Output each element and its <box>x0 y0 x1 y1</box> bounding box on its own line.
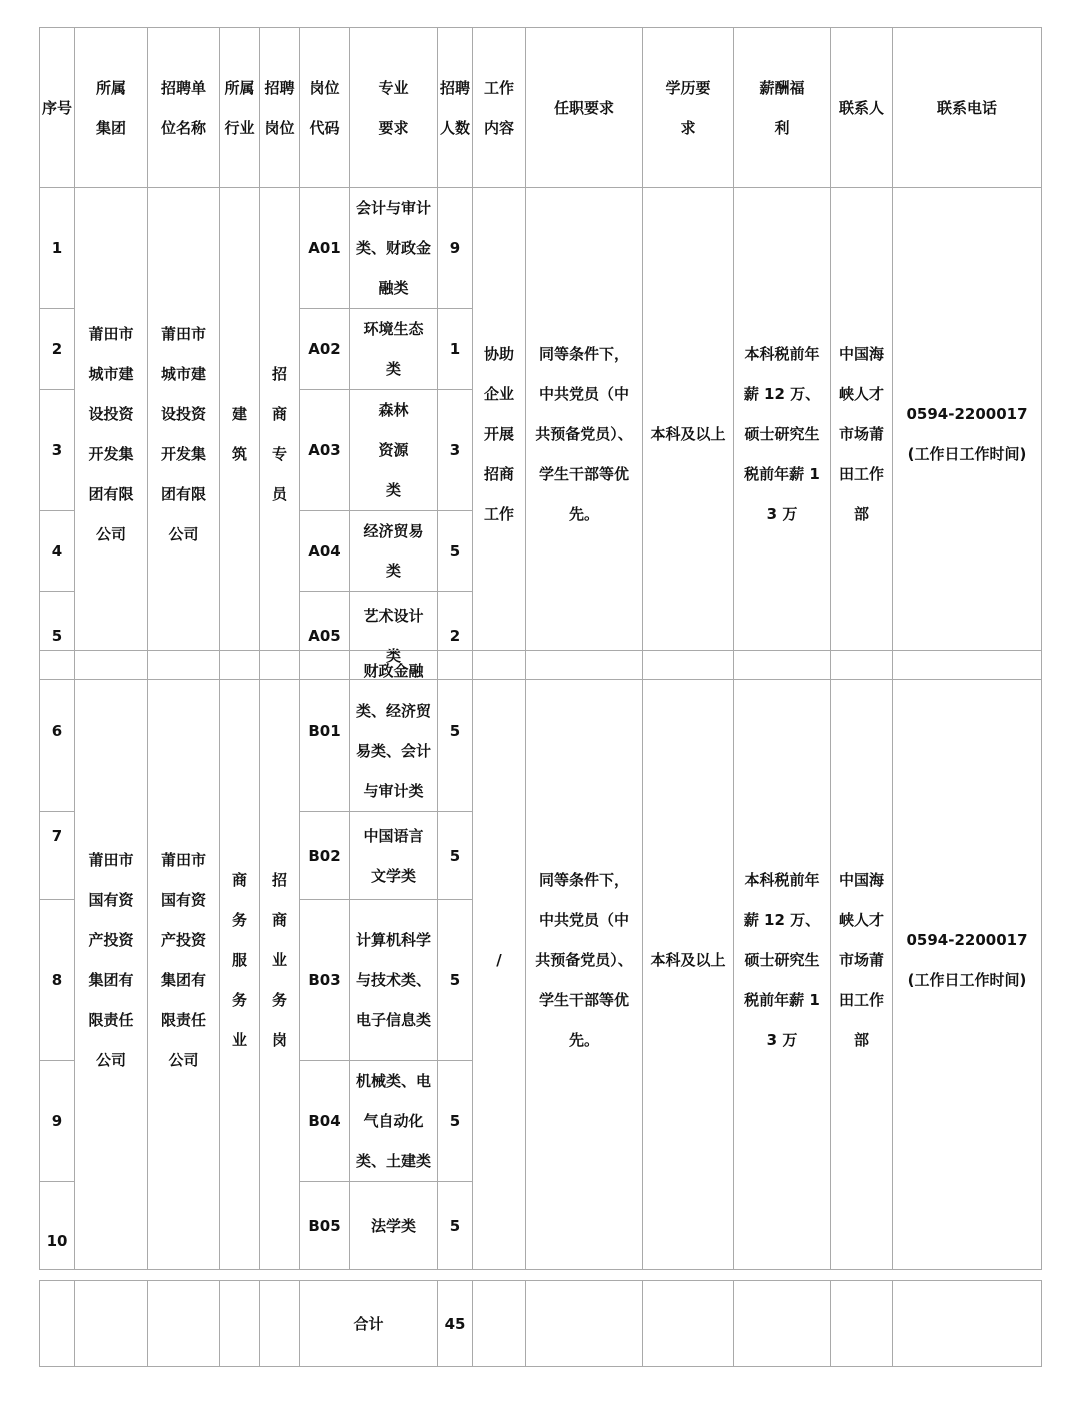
header-requirement: 任职要求 <box>526 28 643 188</box>
empty-cell <box>643 1281 734 1367</box>
code-cell: A03 <box>300 390 350 511</box>
empty-cell <box>148 1281 220 1367</box>
industry-cell: 建筑 <box>220 188 260 680</box>
header-industry: 所属行业 <box>220 28 260 188</box>
major-cell: 机械类、电气自动化类、土建类 <box>350 1061 438 1182</box>
industry-cell: 商务服务业 <box>220 651 260 1270</box>
education-cell: 本科及以上 <box>643 188 734 680</box>
major-cell: 环境生态类 <box>350 309 438 390</box>
phone-cell: 0594-2200017(工作日工作时间) <box>893 188 1042 680</box>
empty-cell <box>893 1281 1042 1367</box>
header-group: 所属集团 <box>75 28 148 188</box>
seq-cell: 4 <box>40 511 75 592</box>
position-cell: 招商专员 <box>260 188 300 680</box>
seq-cell: 2 <box>40 309 75 390</box>
code-cell: A04 <box>300 511 350 592</box>
code-cell: A05 <box>300 592 350 680</box>
seq-cell: 7 <box>40 812 75 900</box>
unit-cell: 莆田市国有资产投资集团有限责任公司 <box>148 651 220 1270</box>
phone-cell: 0594-2200017(工作日工作时间) <box>893 651 1042 1270</box>
header-position: 招聘岗位 <box>260 28 300 188</box>
header-major: 专业要求 <box>350 28 438 188</box>
recruitment-table-2 <box>39 650 1042 1270</box>
code-cell: B01 <box>300 651 350 812</box>
group-cell: 莆田市国有资产投资集团有限责任公司 <box>75 651 148 1270</box>
major-cell: 财政金融类、经济贸易类、会计与审计类 <box>350 651 438 812</box>
code-cell: A02 <box>300 309 350 390</box>
contact-cell: 中国海峡人才市场莆田工作部 <box>831 188 893 680</box>
education-cell: 本科及以上 <box>643 651 734 1270</box>
seq-cell: 1 <box>40 188 75 309</box>
salary-cell: 本科税前年薪 12 万、硕士研究生税前年薪 13 万 <box>734 188 831 680</box>
work-cell: 协助企业开展招商工作 <box>473 188 526 680</box>
header-seq: 序号 <box>40 28 75 188</box>
code-cell: B05 <box>300 1182 350 1270</box>
header-phone: 联系电话 <box>893 28 1042 188</box>
seq-cell: 9 <box>40 1061 75 1182</box>
seq-cell: 10 <box>40 1182 75 1270</box>
total-count: 45 <box>438 1281 473 1367</box>
count-cell: 5 <box>438 1182 473 1270</box>
count-cell: 5 <box>438 651 473 812</box>
empty-cell <box>734 1281 831 1367</box>
count-cell: 1 <box>438 309 473 390</box>
work-cell: / <box>473 651 526 1270</box>
count-cell: 3 <box>438 390 473 511</box>
seq-cell: 8 <box>40 900 75 1061</box>
total-row <box>40 1281 1042 1367</box>
count-cell: 5 <box>438 812 473 900</box>
table-row <box>40 651 1042 812</box>
salary-cell: 本科税前年薪 12 万、硕士研究生税前年薪 13 万 <box>734 651 831 1270</box>
empty-cell <box>831 1281 893 1367</box>
code-cell: B03 <box>300 900 350 1061</box>
major-cell: 会计与审计类、财政金融类 <box>350 188 438 309</box>
header-contact: 联系人 <box>831 28 893 188</box>
empty-cell <box>260 1281 300 1367</box>
major-cell: 经济贸易类 <box>350 511 438 592</box>
count-cell: 2 <box>438 592 473 680</box>
count-cell: 5 <box>438 511 473 592</box>
header-row <box>40 28 1042 188</box>
major-cell: 法学类 <box>350 1182 438 1270</box>
major-cell: 计算机科学与技术类、电子信息类 <box>350 900 438 1061</box>
empty-cell <box>40 1281 75 1367</box>
count-cell: 5 <box>438 1061 473 1182</box>
seq-cell: 6 <box>40 651 75 812</box>
header-education: 学历要求 <box>643 28 734 188</box>
empty-cell <box>220 1281 260 1367</box>
header-salary: 薪酬福利 <box>734 28 831 188</box>
header-work: 工作内容 <box>473 28 526 188</box>
empty-cell <box>473 1281 526 1367</box>
contact-cell: 中国海峡人才市场莆田工作部 <box>831 651 893 1270</box>
major-cell: 艺术设计类 <box>350 592 438 680</box>
seq-cell: 5 <box>40 592 75 680</box>
position-cell: 招商业务岗 <box>260 651 300 1270</box>
total-table <box>39 1280 1042 1367</box>
empty-cell <box>526 1281 643 1367</box>
count-cell: 9 <box>438 188 473 309</box>
recruitment-table-1 <box>39 27 1042 680</box>
header-code: 岗位代码 <box>300 28 350 188</box>
requirement-cell: 同等条件下，中共党员（中共预备党员）、学生干部等优先。 <box>526 651 643 1270</box>
header-unit: 招聘单位名称 <box>148 28 220 188</box>
code-cell: B02 <box>300 812 350 900</box>
seq-cell: 3 <box>40 390 75 511</box>
unit-cell: 莆田市城市建设投资开发集团有限公司 <box>148 188 220 680</box>
major-cell: 中国语言文学类 <box>350 812 438 900</box>
total-label: 合计 <box>300 1281 438 1367</box>
code-cell: B04 <box>300 1061 350 1182</box>
code-cell: A01 <box>300 188 350 309</box>
header-count: 招聘人数 <box>438 28 473 188</box>
count-cell: 5 <box>438 900 473 1061</box>
empty-cell <box>75 1281 148 1367</box>
major-cell: 森林资源类 <box>350 390 438 511</box>
table-row <box>40 188 1042 309</box>
group-cell: 莆田市城市建设投资开发集团有限公司 <box>75 188 148 680</box>
requirement-cell: 同等条件下，中共党员（中共预备党员）、学生干部等优先。 <box>526 188 643 680</box>
